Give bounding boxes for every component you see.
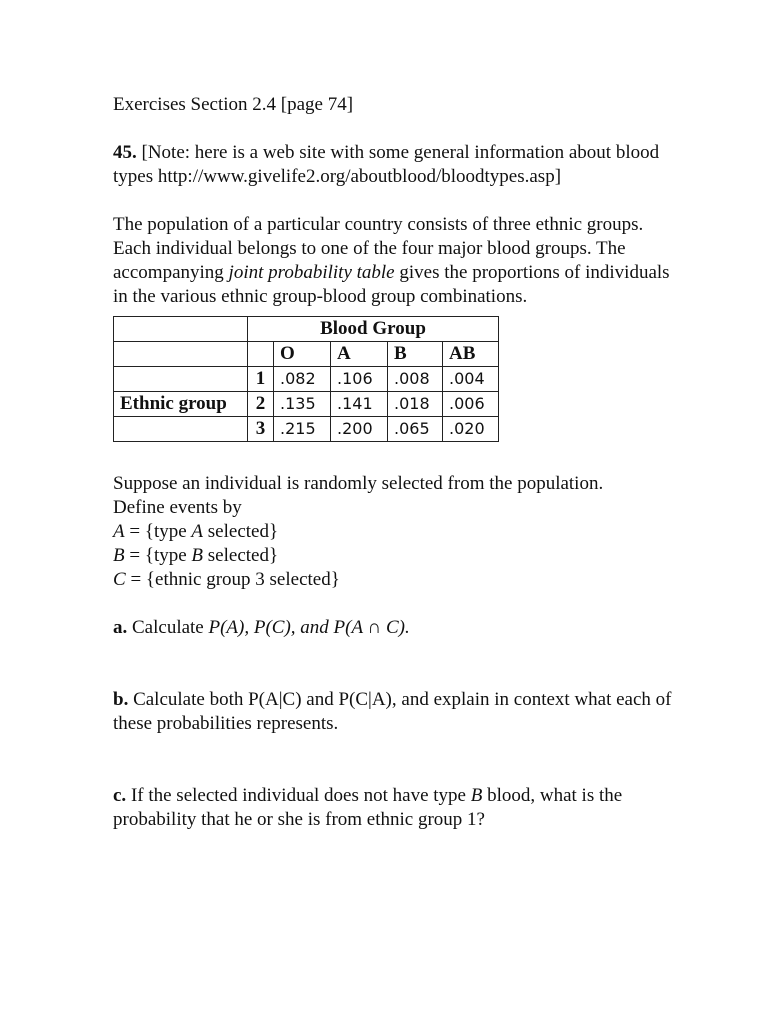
- empty-cell: [114, 342, 248, 367]
- problem-note: [113, 141, 673, 189]
- column-header: A: [331, 342, 388, 367]
- event-definitions: [113, 472, 673, 592]
- event-eq: = {: [124, 521, 154, 542]
- table-header-row: [114, 342, 499, 367]
- event-rest: selected}: [203, 521, 279, 542]
- event-text: type: [153, 545, 192, 566]
- table-cell: .106: [331, 367, 388, 392]
- question-label: a.: [113, 617, 128, 638]
- problem-number: 45.: [113, 142, 137, 163]
- problem-note-text: [Note: here is a web site with some general information about blood types http://www.givelife2.org/aboutblood/bloodtypes.asp]: [113, 142, 660, 187]
- table-cell: .018: [388, 392, 443, 417]
- table-corner-cell: [114, 317, 248, 342]
- table-row: [114, 417, 499, 442]
- event-eq: = {: [125, 569, 156, 590]
- section-heading: Exercises Section 2.4 [page 74]: [113, 94, 354, 115]
- question-label: c.: [113, 785, 127, 806]
- intro-text-2: gives the proportions of individuals in the various ethnic group-blood group combinations.: [113, 262, 670, 307]
- empty-cell: [248, 342, 274, 367]
- joint-probability-table: [113, 316, 499, 442]
- table-title-row: [114, 317, 499, 342]
- question-text: Calculate both: [128, 689, 249, 710]
- event-eq: = {: [124, 545, 154, 566]
- event-rest: selected}: [203, 545, 279, 566]
- column-header: AB: [443, 342, 499, 367]
- event-var: A: [191, 521, 204, 542]
- question-b: [113, 688, 673, 736]
- intro-emphasis: joint probability table: [228, 262, 395, 283]
- table-row: [114, 367, 499, 392]
- group-label: 2: [248, 392, 274, 417]
- column-header: O: [274, 342, 331, 367]
- empty-cell: [114, 367, 248, 392]
- selection-line-2: Define events by: [113, 497, 242, 518]
- table-title: Blood Group: [248, 317, 499, 342]
- document-page: [113, 93, 673, 832]
- question-a: [113, 616, 673, 640]
- table-row: [114, 392, 499, 417]
- group-label: 3: [248, 417, 274, 442]
- event-symbol: C: [113, 569, 126, 590]
- intro-text-1: The population of a particular country consists of three ethnic groups. Each individual belongs to one of the four major blood groups. The accompanying: [113, 214, 644, 283]
- event-text: type: [153, 521, 192, 542]
- table-cell: .200: [331, 417, 388, 442]
- question-text: Calculate: [127, 617, 209, 638]
- event-symbol: B: [113, 545, 125, 566]
- event-a: [113, 520, 673, 544]
- question-label: b.: [113, 689, 129, 710]
- question-var: B: [470, 785, 483, 806]
- event-c: [113, 568, 673, 592]
- table-cell: .006: [443, 392, 499, 417]
- event-b: [113, 544, 673, 568]
- event-symbol: A: [113, 521, 125, 542]
- table-cell: .082: [274, 367, 331, 392]
- question-c: [113, 784, 673, 832]
- intro-paragraph: [113, 213, 673, 309]
- question-text: If the selected individual does not have type: [126, 785, 471, 806]
- table-cell: .135: [274, 392, 331, 417]
- table-cell: .065: [388, 417, 443, 442]
- event-var: B: [191, 545, 204, 566]
- table-cell: .008: [388, 367, 443, 392]
- table-cell: .141: [331, 392, 388, 417]
- selection-line-1: Suppose an individual is randomly selected from the population.: [113, 473, 604, 494]
- column-header: B: [388, 342, 443, 367]
- empty-cell: [114, 417, 248, 442]
- row-label: Ethnic group: [114, 392, 248, 417]
- table-cell: .020: [443, 417, 499, 442]
- table-cell: .004: [443, 367, 499, 392]
- event-text: ethnic group 3 selected}: [155, 569, 340, 590]
- table-cell: .215: [274, 417, 331, 442]
- question-math: P(A), P(C), and P(A ∩ C).: [208, 617, 410, 638]
- question-rest: blood, what is the probability that he or she is from ethnic group 1?: [113, 785, 623, 830]
- question-math: P(A|C) and P(C|A), and explain in context what each of these probabilities represents.: [113, 689, 672, 734]
- group-label: 1: [248, 367, 274, 392]
